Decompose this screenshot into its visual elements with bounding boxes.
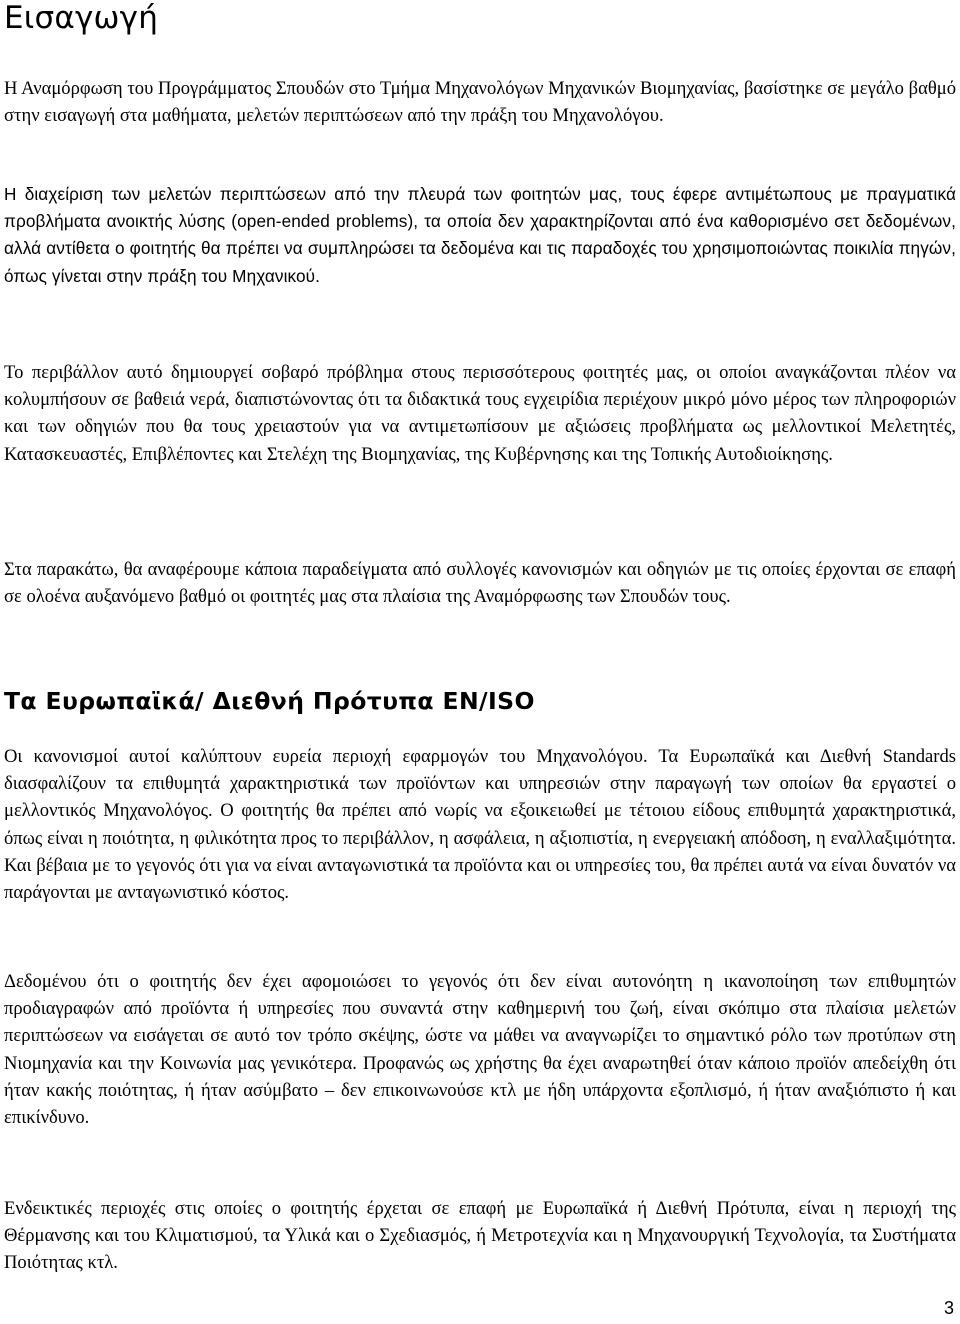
paragraph-standards-3: Ενδεικτικές περιοχές στις οποίες ο φοιτητής έρχεται σε επαφή με Ευρωπαϊκά ή Διεθνή Πρότυπα, είναι η περιοχή της Θέρμανσης και του Κλιματισμού, τα Υλικά και ο Σχεδιασμός, ή Μετροτεχνία και η Μηχανουργική Τεχνολογία, τα Συστήματα Ποιότητας κτλ.: [4, 1198, 956, 1274]
paragraph-intro-3: Το περιβάλλον αυτό δημιουργεί σοβαρό πρόβλημα στους περισσότερους φοιτητές μας, οι οποίοι αναγκάζονται πλέον να κολυμπήσουν σε βαθειά νερά, διαπιστώνοντας ότι τα διδακτικά τους εγχειρίδια περιέχουν μικρό μόνο μέρος των πληροφοριών και των οδηγιών που θα τους χρειαστούν για να αντιμετωπίσουν με αξιώσεις προβλήματα ως μελλοντικοί Μελετητές, Κατασκευαστές, Επιβλέποντες και Στελέχη της Βιομηχανίας, της Κυβέρνησης και της Τοπικής Αυτοδιοίκησης.: [4, 362, 956, 465]
page-title: Εισαγωγή: [4, 0, 159, 36]
paragraph-standards-2: Δεδομένου ότι ο φοιτητής δεν έχει αφομοιώσει το γεγονός ότι δεν είναι αυτονόητη η ικανοποίηση των επιθυμητών προδιαγραφών από προϊόντα ή υπηρεσίες που συναντά στην καθημερινή του ζωή, είναι σκόπιμο στα πλαίσια μελετών περιπτώσεων να εισάγεται σε αυτό τον τρόπο σκέψης, ώστε να μάθει να αναγνωρίζει το σημαντικό ρόλο των προτύπων στη Νιομηχανία και την Κοινωνία μας γενικότερα. Προφανώς ως χρήστης θα έχει αναρωτηθεί όταν κάποιο προϊόν απεδείχθη ότι ήταν κακής ποιότητας, ή ήταν ασύμβατο – δεν επικοινωνούσε κτλ με ήδη υπάρχοντα εξοπλισμό, ή ήταν αναξιόπιστο ή και επικίνδυνο.: [4, 971, 956, 1129]
paragraph-intro-2: Η διαχείριση των μελετών περιπτώσεων από την πλευρά των φοιτητών μας, τους έφερε αντιμέτωπους με πραγματικά προβλήματα ανοικτής λύσης (open-ended problems), τα οποία δεν χαρακτηρίζονται από ένα καθορισμένο σετ δεδομένων, αλλά αντίθετα ο φοιτητής θα πρέπει να συμπληρώσει τα δεδομένα και τις παραδοχές του χρησιμοποιώντας ποικιλία πηγών, όπως γίνεται στην πράξη του Μηχανικού.: [4, 184, 956, 286]
page-number: 3: [943, 1298, 954, 1318]
paragraph-intro-4: Στα παρακάτω, θα αναφέρουμε κάποια παραδείγματα από συλλογές κανονισμών και οδηγιών με τις οποίες έρχονται σε επαφή σε ολοένα αυξανόμενο βαθμό οι φοιτητές μας στα πλαίσια της Αναμόρφωσης των Σπουδών τους.: [4, 559, 956, 608]
paragraph-intro-1: Η Αναμόρφωση του Προγράμματος Σπουδών στο Τμήμα Μηχανολόγων Μηχανικών Βιομηχανίας, βασίστηκε σε μεγάλο βαθμό στην εισαγωγή στα μαθήματα, μελετών περιπτώσεων από την πράξη του Μηχανολόγου.: [4, 78, 956, 127]
paragraph-standards-1: Οι κανονισμοί αυτοί καλύπτουν ευρεία περιοχή εφαρμογών του Μηχανολόγου. Τα Ευρωπαϊκά και Διεθνή Standards διασφαλίζουν τα επιθυμητά χαρακτηριστικά των προϊόντων και υπηρεσιών στην παραγωγή των οποίων θα εργαστεί ο μελλοντικός Μηχανολόγος. Ο φοιτητής θα πρέπει από νωρίς να εξοικειωθεί με τέτοιου είδους επιθυμητά χαρακτηριστικά, όπως είναι η ποιότητα, η φιλικότητα προς το περιβάλλον, η ασφάλεια, η αξιοπιστία, η ενεργειακή απόδοση, η εναλλαξιμότητα. Και βέβαια με το γεγονός ότι για να είναι ανταγωνιστικά τα προϊόντα και οι υπηρεσίες του, θα πρέπει αυτά να είναι δυνατόν να παράγονται με ανταγωνιστικό κόστος.: [4, 746, 956, 904]
section-heading: Τα Ευρωπαϊκά/ Διεθνή Πρότυπα EN/ISO: [4, 687, 535, 715]
